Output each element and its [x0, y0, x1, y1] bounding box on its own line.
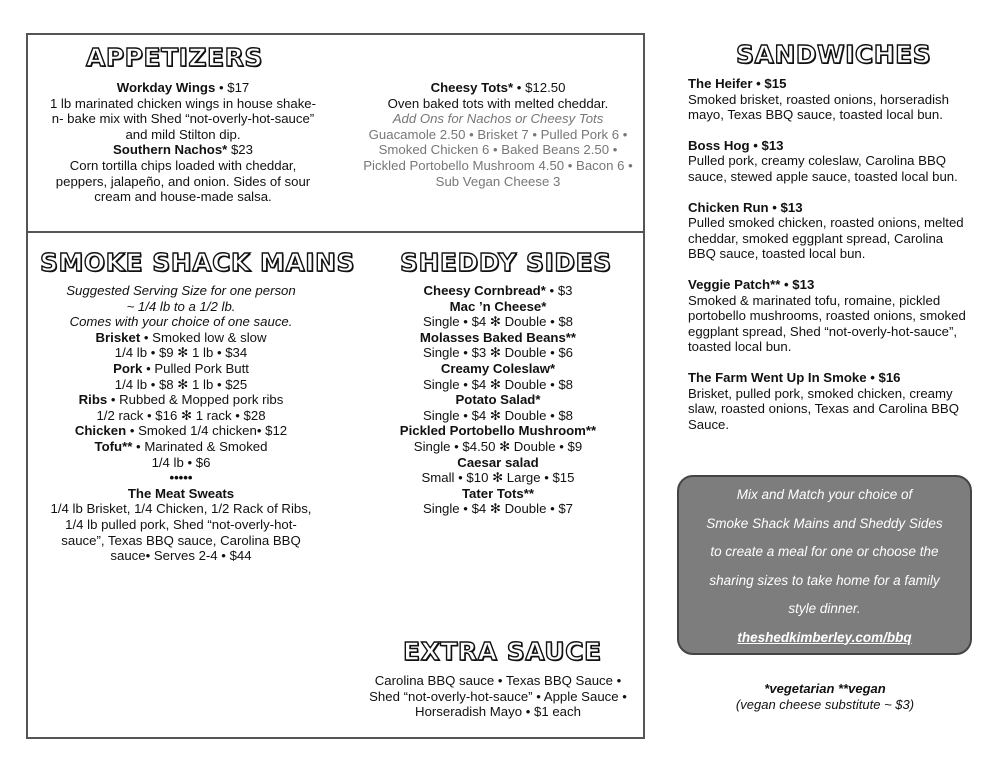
- item-name: Chicken: [74, 423, 127, 439]
- item-description: Brisket, pulled pork, smoked chicken, creamy slaw, roasted onions, Texas and Carolina BBQ Sauce.: [688, 385, 959, 432]
- item-name: Molasses Baked Beans**: [419, 329, 577, 345]
- item-description: 1 lb marinated chicken wings in house shake-n- bake mix with Shed “not-overly-hot-sauce” and mild Stilton dip.: [49, 95, 317, 142]
- sandwich-item: [688, 277, 973, 355]
- item-price: 1/4 lb • $6: [151, 454, 211, 470]
- legend-line: *vegetarian **vegan: [764, 681, 886, 696]
- sandwich-item: [688, 138, 973, 185]
- item-price: Single • $4.50 ✻ Double • $9: [413, 438, 583, 454]
- item-price: Single • $4 ✻ Double • $8: [422, 376, 574, 392]
- menu-item: [48, 142, 318, 158]
- promo-line: Mix and Match your choice of: [736, 487, 913, 502]
- item-price: • $17: [215, 80, 250, 95]
- item-description: Pulled smoked chicken, roasted onions, melted cheddar, smoked eggplant spread, Carolina BBQ sauce, toasted local bun.: [688, 215, 964, 262]
- item-price: Small • $10 ✻ Large • $15: [421, 470, 575, 486]
- menu-item: [36, 330, 326, 346]
- legend-line: (vegan cheese substitute ~ $3): [735, 696, 915, 712]
- section-divider: [28, 231, 643, 233]
- item-price: Single • $4 ✻ Double • $8: [422, 407, 574, 423]
- mains-intro-line: ~ 1/4 lb to a 1/2 lb.: [126, 298, 236, 314]
- item-name: Caesar salad: [457, 454, 539, 470]
- item-price: Single • $4 ✻ Double • $7: [422, 501, 574, 517]
- item-price: 1/4 lb • $8 ✻ 1 lb • $25: [114, 376, 248, 392]
- item-name: Potato Salad*: [455, 392, 541, 408]
- sauce-column: [350, 673, 646, 720]
- sandwiches-column: [688, 76, 973, 447]
- side-item: [350, 283, 646, 299]
- sides-column: [350, 283, 646, 517]
- appetizers-title: APPETIZERS: [86, 43, 263, 72]
- item-name: Brisket: [95, 329, 141, 345]
- item-description: • Rubbed & Mopped pork ribs: [107, 392, 284, 408]
- item-name: Workday Wings: [116, 80, 216, 95]
- menu-item: [36, 392, 326, 408]
- meat-sweats-line: 1/4 lb pulled pork, Shed “not-overly-hot-: [65, 516, 297, 532]
- menu-item: [36, 423, 326, 439]
- item-description: • Smoked 1/4 chicken• $12: [126, 423, 288, 439]
- appetizers-right-column: [350, 80, 646, 189]
- promo-line: sharing sizes to take home for a family: [709, 572, 940, 588]
- addons-line: Sub Vegan Cheese 3: [435, 173, 561, 189]
- meat-sweats-line: 1/4 lb Brisket, 1/4 Chicken, 1/2 Rack of Ribs,: [50, 501, 312, 517]
- item-price: • $3: [545, 283, 573, 298]
- mains-title: SMOKE SHACK MAINS: [40, 248, 355, 277]
- promo-line: style dinner.: [788, 601, 861, 616]
- item-name: Veggie Patch** • $13: [688, 276, 815, 292]
- item-name: The Farm Went Up In Smoke • $16: [688, 369, 901, 385]
- menu-item: [350, 80, 646, 96]
- sauce-line: Shed “not-overly-hot-sauce” • Apple Sauce •: [369, 688, 627, 704]
- item-name: Cheesy Tots*: [430, 80, 514, 95]
- item-price: Single • $4 ✻ Double • $8: [422, 314, 574, 330]
- item-name: Tater Tots**: [461, 485, 535, 501]
- item-name: Chicken Run • $13: [688, 199, 803, 215]
- item-description: Corn tortilla chips loaded with cheddar, peppers, jalapeño, and onion. Sides of sour cream and house-made salsa.: [55, 157, 311, 205]
- menu-item: [48, 80, 318, 96]
- item-name: Boss Hog • $13: [688, 137, 784, 153]
- meat-sweats-line: sauce• Serves 2-4 • $44: [110, 548, 252, 564]
- sauce-line: Horseradish Mayo • $1 each: [415, 704, 581, 720]
- item-name: Pickled Portobello Mushroom**: [399, 423, 597, 439]
- mains-intro-line: Suggested Serving Size for one person: [66, 283, 296, 298]
- addons-line: Smoked Chicken 6 • Baked Beans 2.50 •: [378, 142, 618, 158]
- item-price: $23: [227, 142, 253, 158]
- sandwich-item: [688, 200, 973, 262]
- meat-sweats-name: The Meat Sweats: [127, 485, 235, 501]
- item-name: Ribs: [78, 392, 108, 408]
- sandwiches-title: SANDWICHES: [736, 40, 932, 69]
- item-name: The Heifer • $15: [688, 76, 787, 91]
- sides-title: SHEDDY SIDES: [400, 248, 612, 277]
- item-description: • Pulled Pork Butt: [142, 360, 249, 376]
- promo-line: to create a meal for one or choose the: [710, 544, 939, 559]
- addons-line: Pickled Portobello Mushroom 4.50 • Bacon 6 •: [363, 157, 633, 173]
- item-description: Smoked & marinated tofu, romaine, pickled portobello mushrooms, roasted onions, smoked eggplant spread, Shed “not-overly-hot-sauce”, toasted local bun.: [688, 292, 966, 355]
- item-name: Creamy Coleslaw*: [440, 360, 556, 376]
- item-price: 1/4 lb • $9 ✻ 1 lb • $34: [114, 345, 248, 361]
- meat-sweats-line: sauce”, Texas BBQ sauce, Carolina BBQ: [61, 532, 301, 548]
- item-name: Tofu**: [94, 438, 133, 454]
- sauce-title: EXTRA SAUCE: [403, 637, 602, 666]
- item-price: Single • $3 ✻ Double • $6: [422, 345, 574, 361]
- mains-column: [36, 283, 326, 564]
- sauce-line: Carolina BBQ sauce • Texas BBQ Sauce •: [374, 673, 622, 688]
- promo-box: [677, 475, 972, 655]
- menu-item: [36, 361, 326, 377]
- item-description: • Smoked low & slow: [140, 329, 267, 345]
- promo-line: Smoke Shack Mains and Sheddy Sides: [706, 515, 943, 531]
- item-description: • Marinated & Smoked: [132, 438, 268, 454]
- mains-intro-line: Comes with your choice of one sauce.: [69, 314, 293, 330]
- item-name: Southern Nachos*: [113, 142, 228, 158]
- addons-line: Guacamole 2.50 • Brisket 7 • Pulled Pork 6 •: [368, 126, 628, 142]
- item-description: Pulled pork, creamy coleslaw, Carolina BBQ sauce, stewed apple sauce, toasted local bun.: [688, 153, 958, 184]
- addons-title: Add Ons for Nachos or Cheesy Tots: [392, 111, 604, 127]
- item-price: 1/2 rack • $16 ✻ 1 rack • $28: [96, 407, 266, 423]
- item-description: Smoked brisket, roasted onions, horseradish mayo, Texas BBQ sauce, toasted local bun.: [688, 91, 949, 123]
- item-name: Pork: [113, 360, 143, 376]
- sandwich-item: [688, 370, 973, 432]
- menu-item: [36, 439, 326, 455]
- dots-separator: •••••: [169, 470, 193, 486]
- website-link[interactable]: theshedkimberley.com/bbq: [737, 629, 912, 645]
- item-name: Mac ’n Cheese*: [449, 298, 547, 314]
- item-description: Oven baked tots with melted cheddar.: [387, 95, 609, 111]
- item-name: Cheesy Cornbread*: [423, 283, 546, 298]
- appetizers-left-column: [48, 80, 318, 205]
- dietary-legend: [700, 681, 950, 712]
- sandwich-item: [688, 76, 973, 123]
- item-price: • $12.50: [513, 80, 566, 95]
